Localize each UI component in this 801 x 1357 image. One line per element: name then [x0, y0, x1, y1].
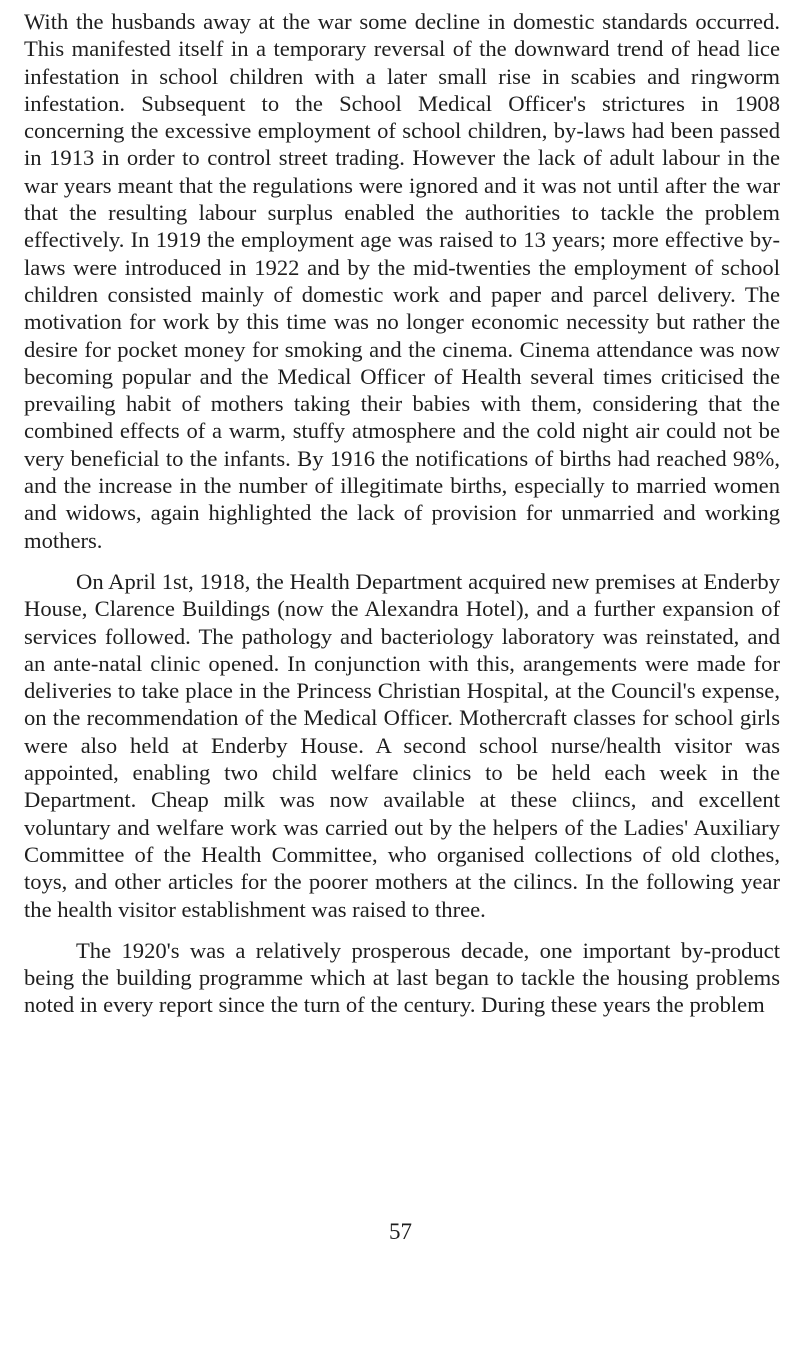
page-body: [24, 8, 780, 1019]
paragraph-enderby-house: On April 1st, 1918, the Health Department acquired new premises at Enderby House, Clarence Buildings (now the Alexandra Hotel), and a further expansion of services followed. The pathology and bacteriology laboratory was reinstated, and an ante-natal clinic opened. In conjunction with this, arangements were made for deliveries to take place in the Princess Christian Hospital, at the Council's expense, on the recommendation of the Medical Officer. Mothercraft classes for school girls were also held at Enderby House. A second school nurse/health visitor was appointed, enabling two child welfare clinics to be held each week in the Department. Cheap milk was now available at these cliincs, and excellent voluntary and welfare work was carried out by the helpers of the Ladies' Auxiliary Committee of the Health Committee, who organised collections of old clothes, toys, and other articles for the poorer mothers at the cilincs. In the following year the health visitor establishment was raised to three.: [24, 568, 780, 922]
page-number: 57: [389, 1219, 412, 1244]
paragraph-1920s: The 1920's was a relatively prosperous decade, one important by-product being the building programme which at last began to tackle the housing problems noted in every report since the turn of the century. During these years the problem: [24, 937, 780, 1018]
paragraph-war-years: With the husbands away at the war some decline in domestic standards occurred. This manifested itself in a temporary reversal of the downward trend of head lice infestation in school children with a later small rise in scabies and ringworm infestation. Subsequent to the School Medical Officer's strictures in 1908 concerning the excessive employment of school children, by-laws had been passed in 1913 in order to control street trading. However the lack of adult labour in the war years meant that the regulations were ignored and it was not until after the war that the resulting labour surplus enabled the authorities to tackle the problem effectively. In 1919 the employment age was raised to 13 years; more effective by-laws were introduced in 1922 and by the mid-twenties the employment of school children consisted mainly of domestic work and paper and parcel delivery. The motivation for work by this time was no longer economic necessity but rather the desire for pocket money for smoking and the cinema. Cinema attendance was now becoming popular and the Medical Officer of Health several times criticised the prevailing habit of mothers taking their babies with them, considering that the combined effects of a warm, stuffy atmosphere and the cold night air could not be very beneficial to the infants. By 1916 the notifications of births had reached 98%, and the increase in the number of illegitimate births, especially to married women and widows, again highlighted the lack of provision for unmarried and working mothers.: [24, 9, 780, 553]
